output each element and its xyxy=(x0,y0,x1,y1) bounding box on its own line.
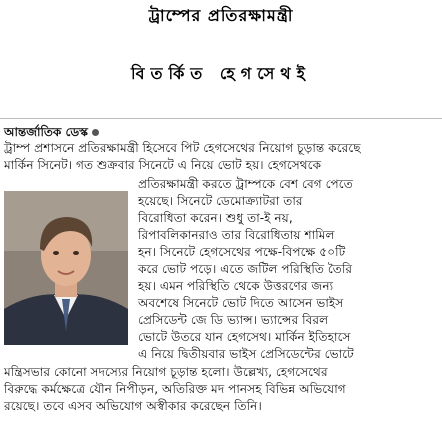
body-line: প্রতিরক্ষামন্ত্রী করতে ট্রাম্পকে বেশ বেগ পেতে xyxy=(138,177,353,191)
body-line: হয়। এমন পরিস্থিতি থেকে উত্তরণের জন্য xyxy=(138,279,334,293)
body-line: ট্রাম্প প্রশাসনে প্রতিরক্ষামন্ত্রী হিসেবে পিট হেগসেথের নিয়োগ চূড়ান্ত করেছে xyxy=(4,141,361,155)
divider xyxy=(0,118,442,119)
body-line: রিপাবলিকানরাও তার বিরোধিতায় শামিল xyxy=(138,228,335,242)
body-line: ভোটে উতরে যান হেগসেথ। মার্কিন ইতিহাসে xyxy=(138,330,351,344)
headline-line-2: বিতর্কিত হেগসেথই xyxy=(131,64,311,83)
body-line: বিরুদ্ধে কর্মক্ষেত্রে যৌন নিপীড়ন, অতিরিক্ত মদ পানসহ বিভিন্ন অভিযোগ xyxy=(4,382,346,396)
portrait-illustration xyxy=(4,191,128,345)
body-line: এ নিয়ে দ্বিতীয়বার ভাইস প্রেসিডেন্টের ভোটে xyxy=(138,347,354,361)
body-line: মন্ত্রিসভার কোনো সদস্যের নিয়োগ চূড়ান্ত হলো। উল্লেখ্য, হেগসেথের xyxy=(4,365,328,379)
bullet-icon xyxy=(92,129,99,136)
body-line: মার্কিন সিনেট। গত শুক্রবার সিনেটে এ নিয়ে ভোট হয়। হেগসেথকে xyxy=(4,158,322,172)
body-line: রয়েছে। তবে এসব অভিযোগ অস্বীকার করেছেন তিনি। xyxy=(4,399,262,413)
body-line: অবশেষে সিনেটে ভোট দিতে আসেন ভাইস xyxy=(138,296,344,310)
body-line: করে ভোট পড়ে। এতে জটিল পরিস্থিতি তৈরি xyxy=(138,262,353,276)
desk-label: আন্তর্জাতিক ডেস্ক xyxy=(4,125,88,139)
body-line: বিরোধিতা করেন। শুধু তা-ই নয়, xyxy=(138,211,293,225)
body-line: হন। সিনেটে হেগসেথের পক্ষে-বিপক্ষে ৫০টি xyxy=(138,245,346,259)
body-line: প্রেসিডেন্ট জে ডি ভ্যান্স। ভ্যান্সের বিরল xyxy=(138,313,329,327)
headline-line-1: ট্রাম্পের প্রতিরক্ষামন্ত্রী xyxy=(148,6,294,25)
person-photo xyxy=(4,191,128,345)
body-line: হয়েছে। সিনেটে ডেমোক্র্যাটরা তার xyxy=(138,194,303,208)
